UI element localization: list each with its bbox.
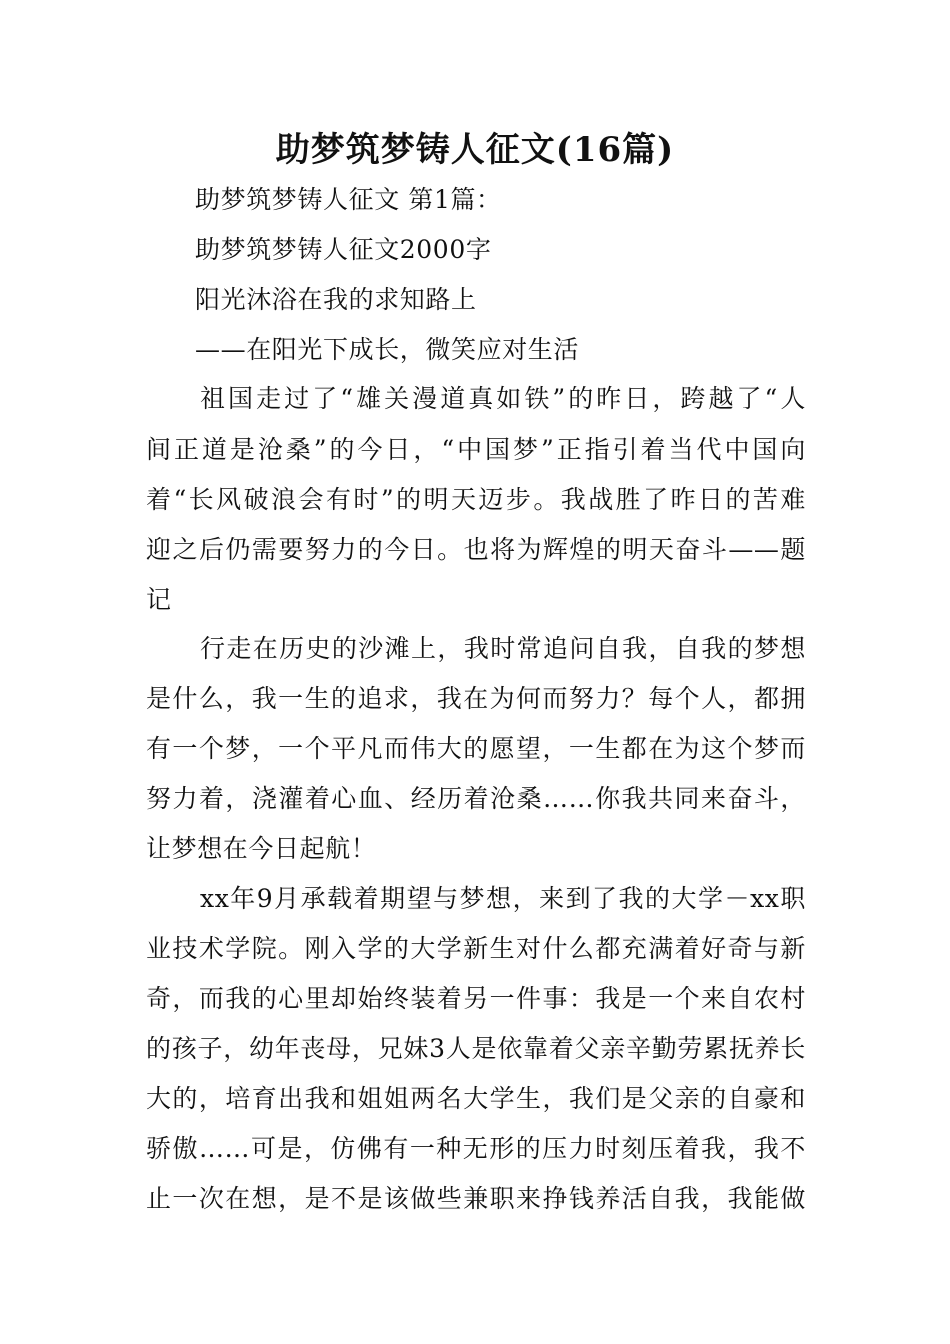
paragraph-line: 是什么，我一生的追求，我在为何而努力？每个人，都拥 — [146, 684, 806, 713]
essay-title: 阳光沐浴在我的求知路上 — [195, 285, 477, 314]
paragraph-line: 记 — [146, 585, 172, 614]
paragraph-line: 让梦想在今日起航！ — [146, 834, 377, 863]
paragraph-line: 业技术学院。刚入学的大学新生对什么都充满着好奇与新 — [146, 934, 806, 963]
paragraph-line: 迎之后仍需要努力的今日。也将为辉煌的明天奋斗——题 — [146, 535, 806, 564]
paragraph-line: 奇，而我的心里却始终装着另一件事：我是一个来自农村 — [146, 984, 806, 1013]
essay-subtitle: ——在阳光下成长，微笑应对生活 — [195, 335, 580, 364]
paragraph-line: 努力着，浇灌着心血、经历着沧桑……你我共同来奋斗， — [146, 784, 806, 813]
article-subtitle: 助梦筑梦铸人征文2000字 — [195, 235, 492, 264]
article-heading: 助梦筑梦铸人征文 第1篇： — [195, 185, 502, 214]
paragraph-line: 骄傲……可是，仿佛有一种无形的压力时刻压着我，我不 — [146, 1134, 806, 1163]
paragraph-line: 行走在历史的沙滩上，我时常追问自我，自我的梦想 — [200, 634, 806, 663]
paragraph-line: 有一个梦，一个平凡而伟大的愿望，一生都在为这个梦而 — [146, 734, 806, 763]
paragraph-line: 间正道是沧桑”的今日，“中国梦”正指引着当代中国向 — [146, 435, 806, 464]
paragraph-line: 着“长风破浪会有时”的明天迈步。我战胜了昨日的苦难 — [146, 485, 806, 514]
document-title: 助梦筑梦铸人征文(16篇) — [275, 130, 675, 170]
paragraph-line: 止一次在想，是不是该做些兼职来挣钱养活自我，我能做 — [146, 1184, 806, 1213]
paragraph-line: xx年9月承载着期望与梦想，来到了我的大学－xx职 — [200, 884, 806, 913]
paragraph-line: 祖国走过了“雄关漫道真如铁”的昨日，跨越了“人 — [200, 384, 806, 413]
paragraph-line: 的孩子，幼年丧母，兄妹3人是依靠着父亲辛勤劳累抚养长 — [146, 1034, 806, 1063]
paragraph-line: 大的，培育出我和姐姐两名大学生，我们是父亲的自豪和 — [146, 1084, 806, 1113]
